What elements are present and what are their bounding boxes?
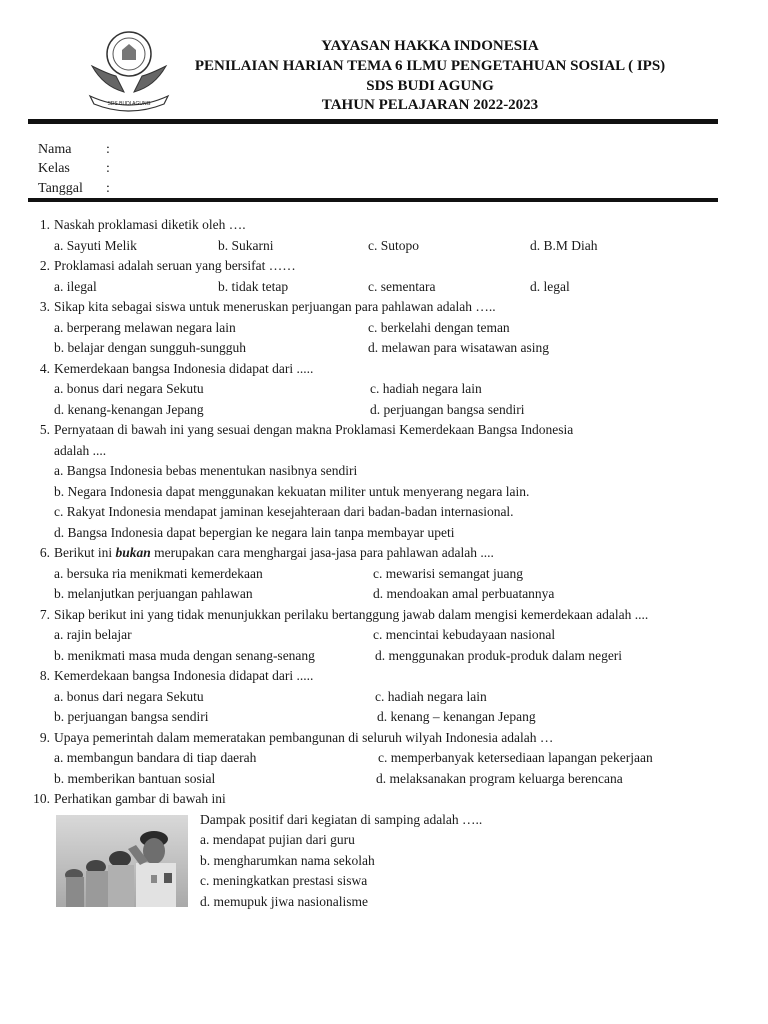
assessment-title: PENILAIAN HARIAN TEMA 6 ILMU PENGETAHUAN SOSIAL ( IPS) — [194, 58, 666, 74]
question-number: 3. — [39, 299, 50, 314]
question-3 — [0, 297, 768, 318]
option-d[interactable]: d. kenang – kenangan Jepang — [377, 709, 536, 724]
logo-caption: SDS BUDI AGUNG — [107, 101, 151, 107]
students-saluting-photo — [56, 815, 188, 907]
question-text: Pernyataan di bawah ini yang sesuai dengan makna Proklamasi Kemerdekaan Bangsa Indonesia — [54, 422, 574, 437]
option-a[interactable]: a. bonus dari negara Sekutu — [54, 381, 204, 396]
option-c[interactable]: c. mencintai kebudayaan nasional — [373, 627, 556, 642]
option-b[interactable]: b. Negara Indonesia dapat menggunakan kekuatan militer untuk menyerang negara lain. — [54, 483, 530, 499]
option-a[interactable]: a. Sayuti Melik — [54, 237, 137, 253]
question-text: Kemerdekaan bangsa Indonesia didapat dari ..... — [54, 668, 314, 683]
option-b[interactable]: b. memberikan bantuan sosial — [54, 770, 216, 786]
question-text: Upaya pemerintah dalam memeratakan pembangunan di seluruh wilyah Indonesia adalah … — [54, 729, 554, 745]
question-6-options-row1 — [0, 564, 768, 585]
question-4-options-row2 — [0, 400, 768, 421]
option-a[interactable]: a. Bangsa Indonesia bebas menentukan nasibnya sendiri — [54, 463, 358, 478]
name-colon: : — [106, 142, 110, 157]
question-5-option-d-row — [0, 523, 768, 544]
option-c[interactable]: c. Rakyat Indonesia mendapat jaminan kesejahteraan dari badan-badan internasional. — [54, 504, 514, 519]
question-7-options-row2 — [0, 646, 768, 667]
option-b[interactable]: b. perjuangan bangsa sendiri — [54, 709, 209, 724]
option-d-first[interactable]: d. kenang-kenangan Jepang — [54, 401, 204, 417]
question-10 — [0, 789, 768, 810]
question-text-start: Berikut ini — [54, 545, 116, 560]
option-c[interactable]: c. hadiah negara lain — [370, 381, 482, 396]
option-b[interactable]: b. belajar dengan sungguh-sungguh — [54, 340, 246, 355]
question-5-option-b-row — [0, 482, 768, 503]
class-label: Kelas — [38, 161, 70, 176]
option-a[interactable]: a. ilegal — [54, 278, 97, 294]
question-text-continued: adalah .... — [54, 442, 107, 458]
date-colon: : — [106, 181, 110, 196]
name-field[interactable] — [38, 141, 110, 159]
option-d[interactable]: d. melaksanakan program keluarga berencana — [376, 770, 623, 786]
option-a[interactable]: a. mendapat pujian dari guru — [200, 832, 355, 847]
foundation-name: YAYASAN HAKKA INDONESIA — [321, 38, 539, 54]
question-4 — [0, 359, 768, 380]
question-8 — [0, 666, 768, 687]
option-c[interactable]: c. Sutopo — [368, 237, 420, 253]
question-number: 8. — [39, 668, 50, 683]
option-d[interactable]: d. Bangsa Indonesia dapat bepergian ke negara lain tanpa membayar upeti — [54, 524, 455, 540]
question-8-options-row2 — [0, 707, 768, 728]
option-a[interactable]: a. berperang melawan negara lain — [54, 319, 236, 335]
question-1 — [0, 215, 768, 236]
question-3-options-row2 — [0, 338, 768, 359]
question-8-options-row1 — [0, 687, 768, 708]
academic-year: TAHUN PELAJARAN 2022-2023 — [321, 97, 539, 113]
option-a[interactable]: a. bonus dari negara Sekutu — [54, 688, 204, 704]
date-field[interactable] — [38, 180, 110, 198]
option-d[interactable]: d. memupuk jiwa nasionalisme — [200, 893, 368, 909]
option-b[interactable]: b. menikmati masa muda dengan senang-senang — [54, 647, 315, 663]
question-number: 5. — [39, 422, 50, 437]
option-c[interactable]: c. berkelahi dengan teman — [368, 319, 510, 335]
question-3-options-row1 — [0, 318, 768, 339]
question-7-options-row1 — [0, 625, 768, 646]
question-text: Sikap berikut ini yang tidak menunjukkan perilaku bertanggung jawab dalam mengisi kemerdekaan adalah .... — [54, 606, 649, 622]
class-colon: : — [106, 161, 110, 176]
question-5-option-a-row — [0, 461, 768, 482]
option-a[interactable]: a. bersuka ria menikmati kemerdekaan — [54, 565, 263, 581]
option-d[interactable]: d. menggunakan produk-produk dalam negeri — [375, 647, 623, 663]
emphasis-word: bukan — [115, 545, 151, 560]
question-5 — [0, 420, 768, 441]
question-text-end: merupakan cara menghargai jasa-jasa para pahlawan adalah .... — [150, 545, 494, 560]
question-6-options-row2 — [0, 584, 768, 605]
question-text: Sikap kita sebagai siswa untuk meneruskan perjuangan para pahlawan adalah ….. — [54, 299, 496, 314]
question-1-options — [0, 236, 768, 257]
question-5-option-c-row — [0, 502, 768, 523]
option-d-second[interactable]: d. perjuangan bangsa sendiri — [370, 401, 525, 417]
question-number: 6. — [39, 545, 50, 560]
question-number: 1. — [39, 217, 50, 232]
option-b[interactable]: b. mengharumkan nama sekolah — [200, 852, 375, 868]
date-label: Tanggal — [38, 181, 83, 196]
question-text: Perhatikan gambar di bawah ini — [54, 791, 226, 806]
question-7 — [0, 605, 768, 626]
option-c[interactable]: c. mewarisi semangat juang — [373, 565, 523, 581]
question-text-continued: Dampak positif dari kegiatan di samping adalah ….. — [200, 811, 483, 827]
question-2 — [0, 256, 768, 277]
option-c[interactable]: c. sementara — [368, 278, 436, 294]
question-number: 9. — [39, 729, 50, 745]
question-9-options-row1 — [0, 748, 768, 769]
header-divider — [28, 119, 718, 124]
question-9 — [0, 728, 768, 749]
question-text: Proklamasi adalah seruan yang bersifat …… — [54, 258, 296, 273]
question-6 — [0, 543, 768, 564]
option-d[interactable]: d. melawan para wisatawan asing — [368, 340, 550, 355]
question-number: 2. — [39, 258, 50, 273]
question-number: 4. — [39, 360, 50, 376]
option-b[interactable]: b. melanjutkan perjuangan pahlawan — [54, 586, 253, 601]
identity-divider — [28, 198, 718, 202]
option-c[interactable]: c. meningkatkan prestasi siswa — [200, 873, 368, 888]
option-b[interactable]: b. Sukarni — [218, 237, 274, 253]
option-a[interactable]: a. rajin belajar — [54, 627, 132, 642]
option-d[interactable]: d. B.M Diah — [530, 237, 598, 253]
question-4-options-row1 — [0, 379, 768, 400]
question-9-options-row2 — [0, 769, 768, 790]
question-text: Naskah proklamasi diketik oleh …. — [54, 217, 246, 232]
question-list — [0, 215, 768, 912]
school-name: SDS BUDI AGUNG — [366, 78, 494, 94]
class-field[interactable] — [38, 160, 110, 178]
question-2-options — [0, 277, 768, 298]
option-b[interactable]: b. tidak tetap — [218, 278, 289, 294]
question-5-continuation — [0, 441, 768, 462]
question-text — [54, 543, 494, 564]
name-label: Nama — [38, 142, 72, 157]
option-c[interactable]: c. hadiah negara lain — [375, 688, 487, 704]
question-number: 10. — [33, 791, 50, 806]
question-number: 7. — [39, 606, 50, 622]
question-text: Kemerdekaan bangsa Indonesia didapat dari ..... — [54, 360, 314, 376]
option-d[interactable]: d. legal — [530, 278, 570, 294]
option-a[interactable]: a. membangun bandara di tiap daerah — [54, 750, 257, 765]
option-d[interactable]: d. mendoakan amal perbuatannya — [373, 586, 555, 601]
option-c[interactable]: c. memperbanyak ketersediaan lapangan pekerjaan — [378, 750, 653, 765]
